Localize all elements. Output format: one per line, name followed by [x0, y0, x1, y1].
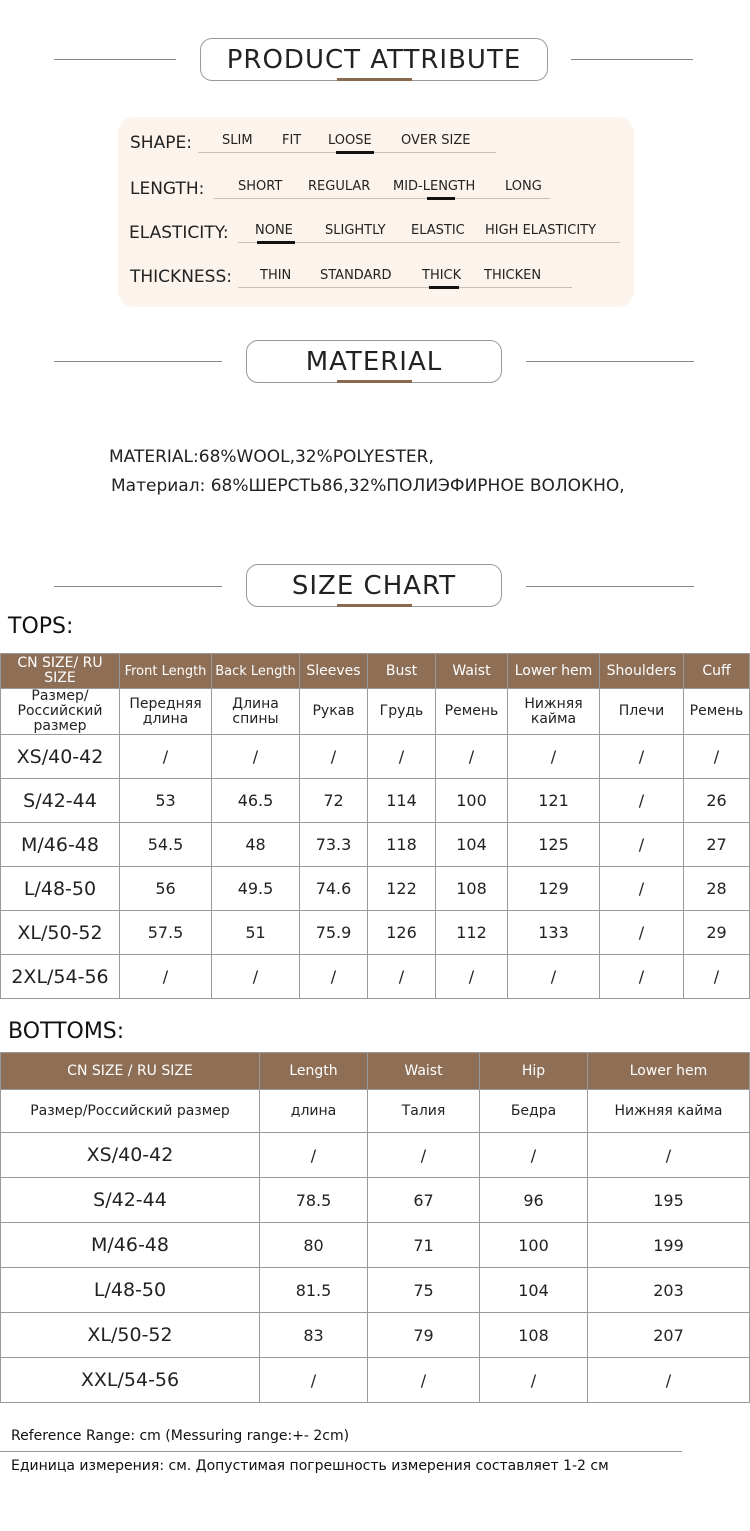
attr-rule [238, 287, 572, 288]
attr-option: SHORT [238, 179, 283, 194]
value-cell: 114 [368, 779, 436, 823]
value-cell: 73.3 [300, 823, 368, 867]
size-cell: L/48-50 [1, 1268, 260, 1313]
value-cell: 121 [508, 779, 600, 823]
attr-label-thickness: THICKNESS: [130, 267, 232, 287]
table-row [1, 779, 750, 823]
value-cell: 83 [260, 1313, 368, 1358]
value-cell: / [508, 955, 600, 999]
table-row [1, 1133, 750, 1178]
bottoms-header-cell: Hip [480, 1053, 588, 1090]
table-row [1, 867, 750, 911]
attr-option: HIGH ELASTICITY [485, 223, 597, 238]
attr-option-selected: LOOSE [328, 133, 372, 148]
value-cell: / [368, 735, 436, 779]
tops-ru-cell: Рукав [300, 689, 368, 735]
value-cell: 203 [588, 1268, 750, 1313]
value-cell: / [600, 955, 684, 999]
size-cell: S/42-44 [1, 1178, 260, 1223]
value-cell: / [480, 1133, 588, 1178]
value-cell: 80 [260, 1223, 368, 1268]
value-cell: 26 [684, 779, 750, 823]
value-cell: 46.5 [212, 779, 300, 823]
value-cell: 129 [508, 867, 600, 911]
value-cell: / [120, 955, 212, 999]
table-row [1, 911, 750, 955]
tops-ru-cell: Размер/ Российский размер [1, 689, 120, 735]
attr-option: ELASTIC [411, 223, 465, 238]
section-header-material [246, 340, 502, 383]
attribute-panel [118, 117, 634, 307]
attr-selected-marker [336, 151, 374, 154]
size-cell: M/46-48 [1, 823, 120, 867]
value-cell: 75.9 [300, 911, 368, 955]
value-cell: / [600, 911, 684, 955]
size-cell: M/46-48 [1, 1223, 260, 1268]
tops-header-cell: Cuff [684, 654, 750, 689]
section-header-size-chart [246, 564, 502, 607]
value-cell: / [212, 735, 300, 779]
value-cell: 207 [588, 1313, 750, 1358]
value-cell: / [260, 1358, 368, 1403]
tops-header-cell: Back Length [212, 654, 300, 689]
value-cell: / [300, 735, 368, 779]
attr-option-selected: THICK [422, 268, 462, 283]
value-cell: / [436, 955, 508, 999]
tops-ru-cell: Нижняя кайма [508, 689, 600, 735]
value-cell: 51 [212, 911, 300, 955]
value-cell: 118 [368, 823, 436, 867]
tops-ru-header-row [1, 689, 750, 735]
section-header-attribute [200, 38, 548, 81]
table-row [1, 1313, 750, 1358]
section-title: PRODUCT ATTRIBUTE [226, 44, 522, 75]
bottoms-ru-cell: Нижняя кайма [588, 1090, 750, 1133]
value-cell: 125 [508, 823, 600, 867]
value-cell: / [508, 735, 600, 779]
tops-ru-cell: Ремень [436, 689, 508, 735]
value-cell: 67 [368, 1178, 480, 1223]
value-cell: / [600, 735, 684, 779]
tops-header-cell: Bust [368, 654, 436, 689]
value-cell: / [588, 1358, 750, 1403]
value-cell: 29 [684, 911, 750, 955]
tops-header-row [1, 654, 750, 689]
value-cell: 56 [120, 867, 212, 911]
attr-option-selected: MID-LENGTH [393, 179, 476, 194]
tops-title: TOPS: [8, 614, 74, 639]
tops-header-cell: Lower hem [508, 654, 600, 689]
value-cell: / [588, 1133, 750, 1178]
reference-range-ru: Единица измерения: см. Допустимая погрешность измерения составляет 1-2 см [11, 1458, 609, 1474]
table-row [1, 1178, 750, 1223]
value-cell: 104 [436, 823, 508, 867]
tops-header-cell: Waist [436, 654, 508, 689]
attr-option: SLIM [222, 133, 253, 148]
value-cell: / [684, 735, 750, 779]
value-cell: / [212, 955, 300, 999]
value-cell: 74.6 [300, 867, 368, 911]
table-row [1, 1268, 750, 1313]
attr-label-shape: SHAPE: [130, 133, 192, 153]
value-cell: / [600, 867, 684, 911]
value-cell: 133 [508, 911, 600, 955]
bottoms-ru-cell: Бедра [480, 1090, 588, 1133]
size-cell: XS/40-42 [1, 735, 120, 779]
header-accent-bar [337, 380, 412, 383]
size-cell: 2XL/54-56 [1, 955, 120, 999]
value-cell: 71 [368, 1223, 480, 1268]
reference-range-en: Reference Range: cm (Messuring range:+- 2cm) [11, 1428, 350, 1444]
bottoms-table [0, 1052, 750, 1403]
attr-option: LONG [505, 179, 542, 194]
attr-option-selected: NONE [255, 223, 293, 238]
size-cell: L/48-50 [1, 867, 120, 911]
bottoms-header-cell: Length [260, 1053, 368, 1090]
size-cell: XL/50-52 [1, 1313, 260, 1358]
value-cell: / [368, 1133, 480, 1178]
value-cell: 100 [436, 779, 508, 823]
tops-header-cell: Sleeves [300, 654, 368, 689]
divider-line [54, 586, 222, 587]
value-cell: 28 [684, 867, 750, 911]
table-row [1, 955, 750, 999]
value-cell: 57.5 [120, 911, 212, 955]
attr-option: OVER SIZE [401, 133, 471, 148]
material-ru: Материал: 68%ШЕРСТЬ86,32%ПОЛИЭФИРНОЕ ВОЛОКНО, [111, 476, 625, 496]
table-row [1, 735, 750, 779]
attr-option: REGULAR [308, 179, 371, 194]
bottoms-header-cell: Waist [368, 1053, 480, 1090]
value-cell: 126 [368, 911, 436, 955]
value-cell: 96 [480, 1178, 588, 1223]
attr-option: STANDARD [320, 268, 392, 283]
tops-ru-cell: Плечи [600, 689, 684, 735]
attr-option: THICKEN [484, 268, 542, 283]
value-cell: 78.5 [260, 1178, 368, 1223]
bottoms-header-cell: Lower hem [588, 1053, 750, 1090]
value-cell: 100 [480, 1223, 588, 1268]
section-title: MATERIAL [305, 346, 443, 377]
tops-table [0, 653, 750, 999]
value-cell: / [300, 955, 368, 999]
size-cell: XL/50-52 [1, 911, 120, 955]
tops-header-cell: Front Length [120, 654, 212, 689]
attr-label-length: LENGTH: [130, 179, 205, 199]
value-cell: 199 [588, 1223, 750, 1268]
divider-line [571, 59, 693, 60]
attr-option: THIN [260, 268, 292, 283]
value-cell: 75 [368, 1268, 480, 1313]
value-cell: 27 [684, 823, 750, 867]
bottoms-ru-cell: длина [260, 1090, 368, 1133]
tops-ru-cell: Длина спины [212, 689, 300, 735]
value-cell: / [368, 1358, 480, 1403]
size-cell: XS/40-42 [1, 1133, 260, 1178]
value-cell: / [120, 735, 212, 779]
bottoms-header-row [1, 1053, 750, 1090]
value-cell: 195 [588, 1178, 750, 1223]
bottoms-ru-cell: Размер/Российский размер [1, 1090, 260, 1133]
header-accent-bar [337, 604, 412, 607]
value-cell: 53 [120, 779, 212, 823]
value-cell: 49.5 [212, 867, 300, 911]
divider-line [54, 361, 222, 362]
attr-selected-marker [257, 241, 295, 244]
header-accent-bar [337, 78, 412, 81]
table-row [1, 823, 750, 867]
tops-ru-cell: Передняя длина [120, 689, 212, 735]
value-cell: 54.5 [120, 823, 212, 867]
attr-selected-marker [429, 286, 459, 289]
value-cell: 72 [300, 779, 368, 823]
size-cell: XXL/54-56 [1, 1358, 260, 1403]
tops-header-cell: CN SIZE/ RU SIZE [1, 654, 120, 689]
value-cell: 108 [436, 867, 508, 911]
value-cell: / [368, 955, 436, 999]
bottoms-header-cell: CN SIZE / RU SIZE [1, 1053, 260, 1090]
value-cell: 79 [368, 1313, 480, 1358]
tops-header-cell: Shoulders [600, 654, 684, 689]
value-cell: / [260, 1133, 368, 1178]
value-cell: / [480, 1358, 588, 1403]
value-cell: / [600, 779, 684, 823]
bottoms-title: BOTTOMS: [8, 1019, 125, 1044]
divider-line [526, 586, 694, 587]
bottoms-ru-cell: Талия [368, 1090, 480, 1133]
attr-option: FIT [282, 133, 302, 148]
value-cell: / [600, 823, 684, 867]
value-cell: 122 [368, 867, 436, 911]
attr-label-elasticity: ELASTICITY: [129, 223, 229, 243]
attr-rule [238, 242, 620, 243]
bottoms-ru-header-row [1, 1090, 750, 1133]
size-cell: S/42-44 [1, 779, 120, 823]
divider-line [54, 59, 176, 60]
value-cell: / [684, 955, 750, 999]
attr-option: SLIGHTLY [325, 223, 386, 238]
value-cell: 108 [480, 1313, 588, 1358]
material-en: MATERIAL:68%WOOL,32%POLYESTER, [109, 447, 434, 467]
divider-line [526, 361, 694, 362]
table-row [1, 1223, 750, 1268]
tops-ru-cell: Ремень [684, 689, 750, 735]
attr-rule [214, 198, 550, 199]
value-cell: / [436, 735, 508, 779]
value-cell: 81.5 [260, 1268, 368, 1313]
table-row [1, 1358, 750, 1403]
divider-line [0, 1451, 682, 1452]
value-cell: 104 [480, 1268, 588, 1313]
value-cell: 112 [436, 911, 508, 955]
value-cell: 48 [212, 823, 300, 867]
section-title: SIZE CHART [291, 570, 457, 601]
attr-selected-marker [427, 197, 455, 200]
tops-ru-cell: Грудь [368, 689, 436, 735]
